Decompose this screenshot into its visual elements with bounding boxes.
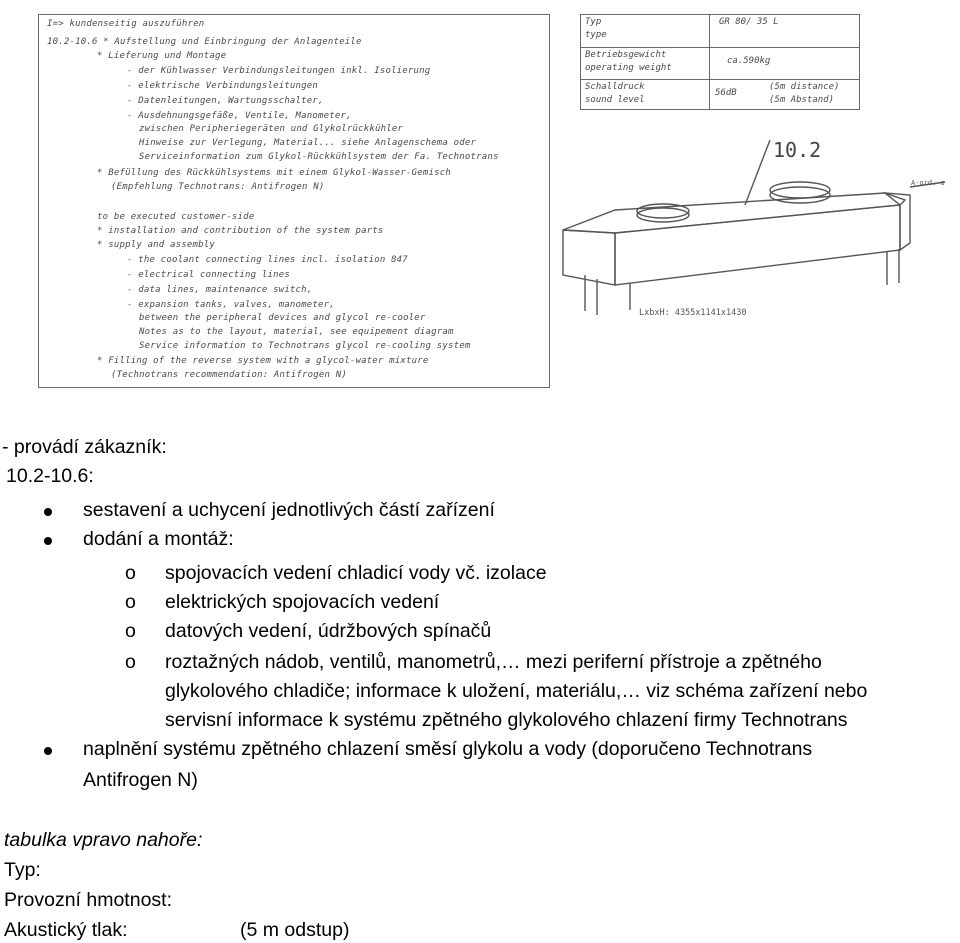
- note-de-2: * Lieferung und Montage: [97, 51, 227, 61]
- table-caption: tabulka vpravo nahoře:: [4, 829, 203, 851]
- typ-label: Typ:: [4, 859, 41, 881]
- note-de-1: 10.2-10.6 * Aufstellung und Einbringung der Anlagenteile: [47, 37, 362, 47]
- note-de-9: Serviceinformation zum Glykol-Rückkühlsystem der Fa. Technotrans: [139, 152, 499, 162]
- bullet-3: [44, 747, 52, 755]
- sub-item-3: datových vedení, údržbových spínačů: [165, 620, 492, 642]
- spec-sound-note-de: (5m Abstand): [769, 95, 835, 105]
- spec-type-value: GR 80/ 35 L: [719, 17, 779, 27]
- note-en-10: * Filling of the reverse system with a glycol-water mixture: [97, 356, 429, 366]
- note-en-3: - the coolant connecting lines incl. isolation 847: [127, 255, 408, 265]
- sub-marker-1: o: [125, 562, 136, 584]
- note-de-10: * Befüllung des Rückkühlsystems mit einem Glykol-Wasser-Gemisch: [97, 168, 451, 178]
- bullet-2: [44, 537, 52, 545]
- sub-item-2: elektrických spojovacích vedení: [165, 591, 440, 613]
- spec-type-label: Typ: [585, 17, 602, 27]
- dims-label: LxbxH: 4355x1141x1430: [639, 308, 747, 318]
- note-de-6: - Ausdehnungsgefäße, Ventile, Manometer,: [127, 111, 352, 121]
- spec-type-label-en: type: [585, 30, 607, 40]
- note-de-3: - der Kühlwasser Verbindungsleitungen inkl. Isolierung: [127, 66, 431, 76]
- spec-weight-label-en: operating weight: [585, 63, 672, 73]
- note-de-4: - elektrische Verbindungsleitungen: [127, 81, 319, 91]
- callout-label: 10.2: [773, 138, 822, 162]
- note-en-1: * installation and contribution of the system parts: [97, 226, 384, 236]
- bullet-1-text: sestavení a uchycení jednotlivých částí zařízení: [83, 499, 495, 521]
- note-de-7: zwischen Peripheriegeräten und Glykolrückkühler: [139, 124, 404, 134]
- spec-sound-label-en: sound level: [585, 95, 645, 105]
- spec-sound-label: Schalldruck: [585, 82, 645, 92]
- header-line: - provádí zákazník:: [2, 436, 167, 458]
- sub-marker-4: o: [125, 651, 136, 673]
- cooler-sketch-svg: [555, 125, 955, 335]
- spec-weight-value: ca.590kg: [727, 56, 771, 66]
- sound-note: (5 m odstup): [240, 919, 350, 941]
- side-label: A-ord. a: [911, 179, 945, 187]
- note-en-5: - data lines, maintenance switch,: [127, 285, 313, 295]
- bullet-3-line-2: Antifrogen N): [83, 769, 198, 791]
- bullet-2-text: dodání a montáž:: [83, 528, 234, 550]
- note-de-5: - Datenleitungen, Wartungsschalter,: [127, 96, 324, 106]
- spec-weight-label: Betriebsgewicht: [585, 50, 667, 60]
- sub-item-1: spojovacích vedení chladicí vody vč. izolace: [165, 562, 547, 584]
- sound-label: Akustický tlak:: [4, 919, 128, 941]
- sub-item-4-line-1: roztažných nádob, ventilů, manometrů,… mezi periferní přístroje a zpětného: [165, 651, 822, 673]
- note-en-11: (Technotrans recommendation: Antifrogen N): [111, 370, 347, 380]
- notes-frame: [38, 14, 550, 388]
- note-en-2: * supply and assembly: [97, 240, 215, 250]
- note-de-8: Hinweise zur Verlegung, Material... siehe Anlagenschema oder: [139, 138, 477, 148]
- note-en-8: Notes as to the layout, material, see equipement diagram: [139, 327, 454, 337]
- note-en-7: between the peripheral devices and glycol re-cooler: [139, 313, 426, 323]
- sub-marker-2: o: [125, 591, 136, 613]
- cooler-sketch: [555, 125, 955, 335]
- note-de-0: I=> kundenseitig auszuführen: [47, 19, 205, 29]
- spec-row-type: [581, 15, 859, 45]
- note-de-11: (Empfehlung Technotrans: Antifrogen N): [111, 182, 325, 192]
- spec-row-sound: [581, 79, 859, 110]
- bullet-1: [44, 508, 52, 516]
- spec-table: [580, 14, 860, 110]
- note-en-0: to be executed customer-side: [97, 212, 255, 222]
- spec-row-weight: [581, 47, 859, 78]
- sub-item-4-line-3: servisní informace k systému zpětného glykolového chlazení firmy Technotrans: [165, 709, 848, 731]
- note-en-4: - electrical connecting lines: [127, 270, 290, 280]
- sub-marker-3: o: [125, 620, 136, 642]
- spec-sound-value: 56dB: [715, 88, 737, 98]
- range-line: 10.2-10.6:: [6, 465, 94, 487]
- bullet-3-line-1: naplnění systému zpětného chlazení směsí glykolu a vody (doporučeno Technotrans: [83, 738, 813, 760]
- note-en-9: Service information to Technotrans glycol re-cooling system: [139, 341, 471, 351]
- spec-sound-note-en: (5m distance): [769, 82, 840, 92]
- note-en-6: - expansion tanks, valves, manometer,: [127, 300, 335, 310]
- technical-drawing: [0, 0, 960, 400]
- weight-label: Provozní hmotnost:: [4, 889, 172, 911]
- sub-item-4-line-2: glykolového chladiče; informace k uložení, materiálu,… viz schéma zařízení nebo: [165, 680, 868, 702]
